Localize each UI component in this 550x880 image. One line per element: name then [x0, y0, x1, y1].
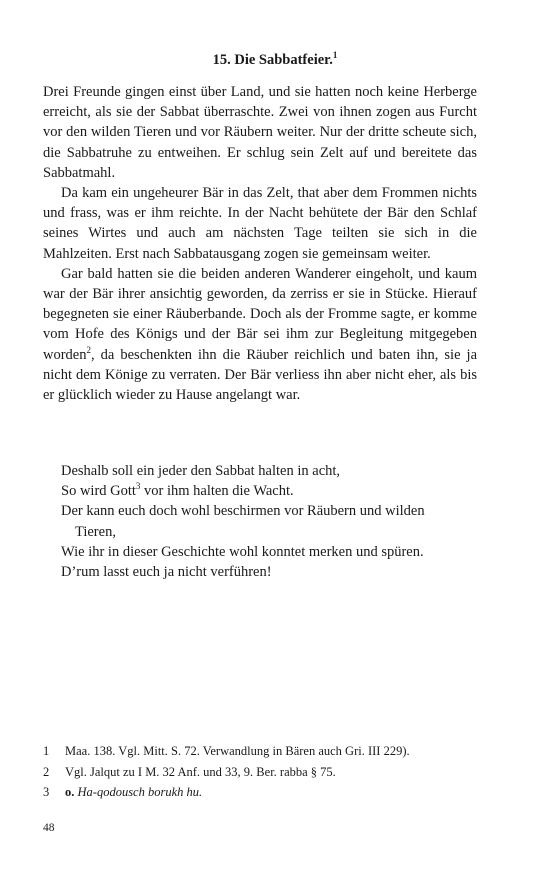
paragraph-1: Drei Freunde gingen einst über Land, und sie hatten noch keine Herberge erreicht, als sie der Sabbat überraschte. Zwei von ihnen zogen aus Furcht vor den wilden Tieren und vor Räubern weiter. Nur der dritte scheute sich, die Sabbatruhe zu entweihen. Er schlug sein Zelt auf und bereitete das Sabbatmahl. — [43, 84, 477, 181]
footnote-text: Maa. 138. Vgl. Mitt. S. 72. Verwandlung in Bären auch Gri. III 229). — [65, 744, 410, 758]
footnote-text: Vgl. Jalqut zu I M. 32 Anf. und 33, 9. Ber. rabba § 75. — [65, 764, 336, 779]
footnote-text — [65, 782, 202, 803]
footnote-number: 3 — [43, 785, 50, 799]
verse-line-2-part-1: So wird Gott — [61, 483, 136, 500]
chapter-heading — [0, 50, 550, 69]
footnotes — [43, 741, 483, 803]
footnote-ref-2: 2 — [86, 344, 91, 355]
footnote-2 — [43, 762, 483, 783]
verse-line-2-part-2: vor ihm halten die Wacht. — [140, 483, 294, 500]
footnote-number: 1 — [43, 744, 50, 758]
footnote-1 — [43, 741, 483, 762]
page-number: 48 — [43, 822, 55, 834]
chapter-title: 15. Die Sabbatfeier. — [212, 51, 333, 68]
verse-line-5: D’rum lasst euch ja nicht verführen! — [61, 564, 272, 581]
verse-line-4: Wie ihr in dieser Geschichte wohl konntet merken und spüren. — [61, 543, 424, 560]
footnote-number: 2 — [43, 764, 50, 779]
footnote-italic-text: Ha-qodousch borukh hu. — [77, 785, 203, 799]
paragraph-2: Da kam ein ungeheurer Bär in das Zelt, that aber dem Frommen nichts und frass, was er ihm reichte. In der Nacht behütete der Bär den Schlaf seines Wirtes und auch am nächsten Tage teilten sie sich in die Mahlzeiten. Erst nach Sabbatausgang zogen sie gemeinsam weiter. — [43, 185, 477, 262]
footnote-ref-3: 3 — [135, 481, 141, 492]
footnote-ref-1: 1 — [332, 50, 338, 60]
paragraph-3-part-1: Gar bald hatten sie die beiden anderen Wanderer eingeholt, und kaum war der Bär ihrer ansichtig geworden, da zerriss er sie in Stücke. Hierauf begegneten sie einer Räuberbande. Doch als der Fromme sagte, er komme vom Hofe des Königs und der Bär sei ihm zur Begleitung mitgegeben worden — [43, 265, 477, 363]
verse-line-3-continued: Tieren, — [75, 523, 116, 540]
paragraph-3-part-2: , da beschenkten ihn die Räuber reichlich und baten ihn, sie ja nicht dem Könige zu verraten. Der Bär verliess ihn aber nicht eher, als bis er glücklich wieder zu Hause angelangt war. — [43, 346, 477, 404]
verse-line-3: Der kann euch doch wohl beschirmen vor Räubern und wilden — [61, 503, 425, 520]
footnote-bold-abbrev: o. — [65, 785, 75, 799]
story-text — [43, 82, 477, 405]
footnote-3 — [43, 782, 483, 803]
closing-verse — [61, 461, 481, 582]
paragraph-3 — [43, 264, 477, 405]
verse-line-1: Deshalb soll ein jeder den Sabbat halten in acht, — [61, 463, 341, 479]
verse-line-2 — [61, 481, 481, 501]
